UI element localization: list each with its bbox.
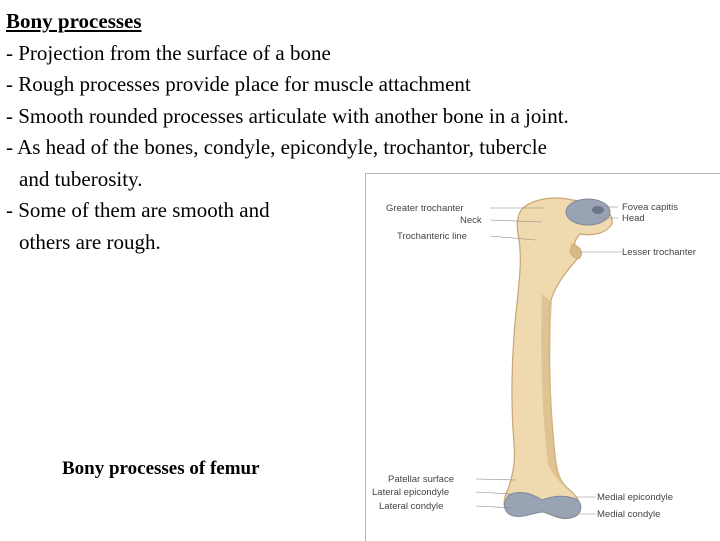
label-neck: Neck xyxy=(460,215,482,226)
label-lateral-condyle: Lateral condyle xyxy=(379,501,444,512)
femur-head xyxy=(566,199,610,225)
bullet-5-continued: others are rough. xyxy=(19,229,161,254)
label-greater-trochanter: Greater trochanter xyxy=(386,203,464,214)
bullet-5: - Some of them are smooth and xyxy=(6,198,270,222)
bullet-3: - Smooth rounded processes articulate with another bone in a joint. xyxy=(6,103,569,128)
label-trochanteric-line: Trochanteric line xyxy=(397,231,467,242)
bullet-1: - Projection from the surface of a bone xyxy=(6,40,331,65)
bullet-4-continued: and tuberosity. xyxy=(19,166,143,191)
slide-title: Bony processes xyxy=(6,9,142,33)
label-fovea-capitis: Fovea capitis xyxy=(622,202,678,213)
femur-illustration xyxy=(366,174,720,541)
bullet-2: - Rough processes provide place for muscle attachment xyxy=(6,72,471,96)
label-medial-condyle: Medial condyle xyxy=(597,509,661,520)
label-patellar-surface: Patellar surface xyxy=(388,474,455,485)
bullet-4: - As head of the bones, condyle, epicondyle, trochantor, tubercle xyxy=(6,135,547,159)
femur-figure xyxy=(365,173,720,541)
figure-caption: Bony processes of femur xyxy=(62,458,260,479)
label-lateral-epicondyle: Lateral epicondyle xyxy=(372,487,450,498)
label-lesser-trochanter: Lesser trochanter xyxy=(622,247,696,258)
label-head: Head xyxy=(622,213,645,224)
label-medial-epicondyle: Medial epicondyle xyxy=(597,492,674,503)
fovea-capitis-mark xyxy=(592,206,604,214)
